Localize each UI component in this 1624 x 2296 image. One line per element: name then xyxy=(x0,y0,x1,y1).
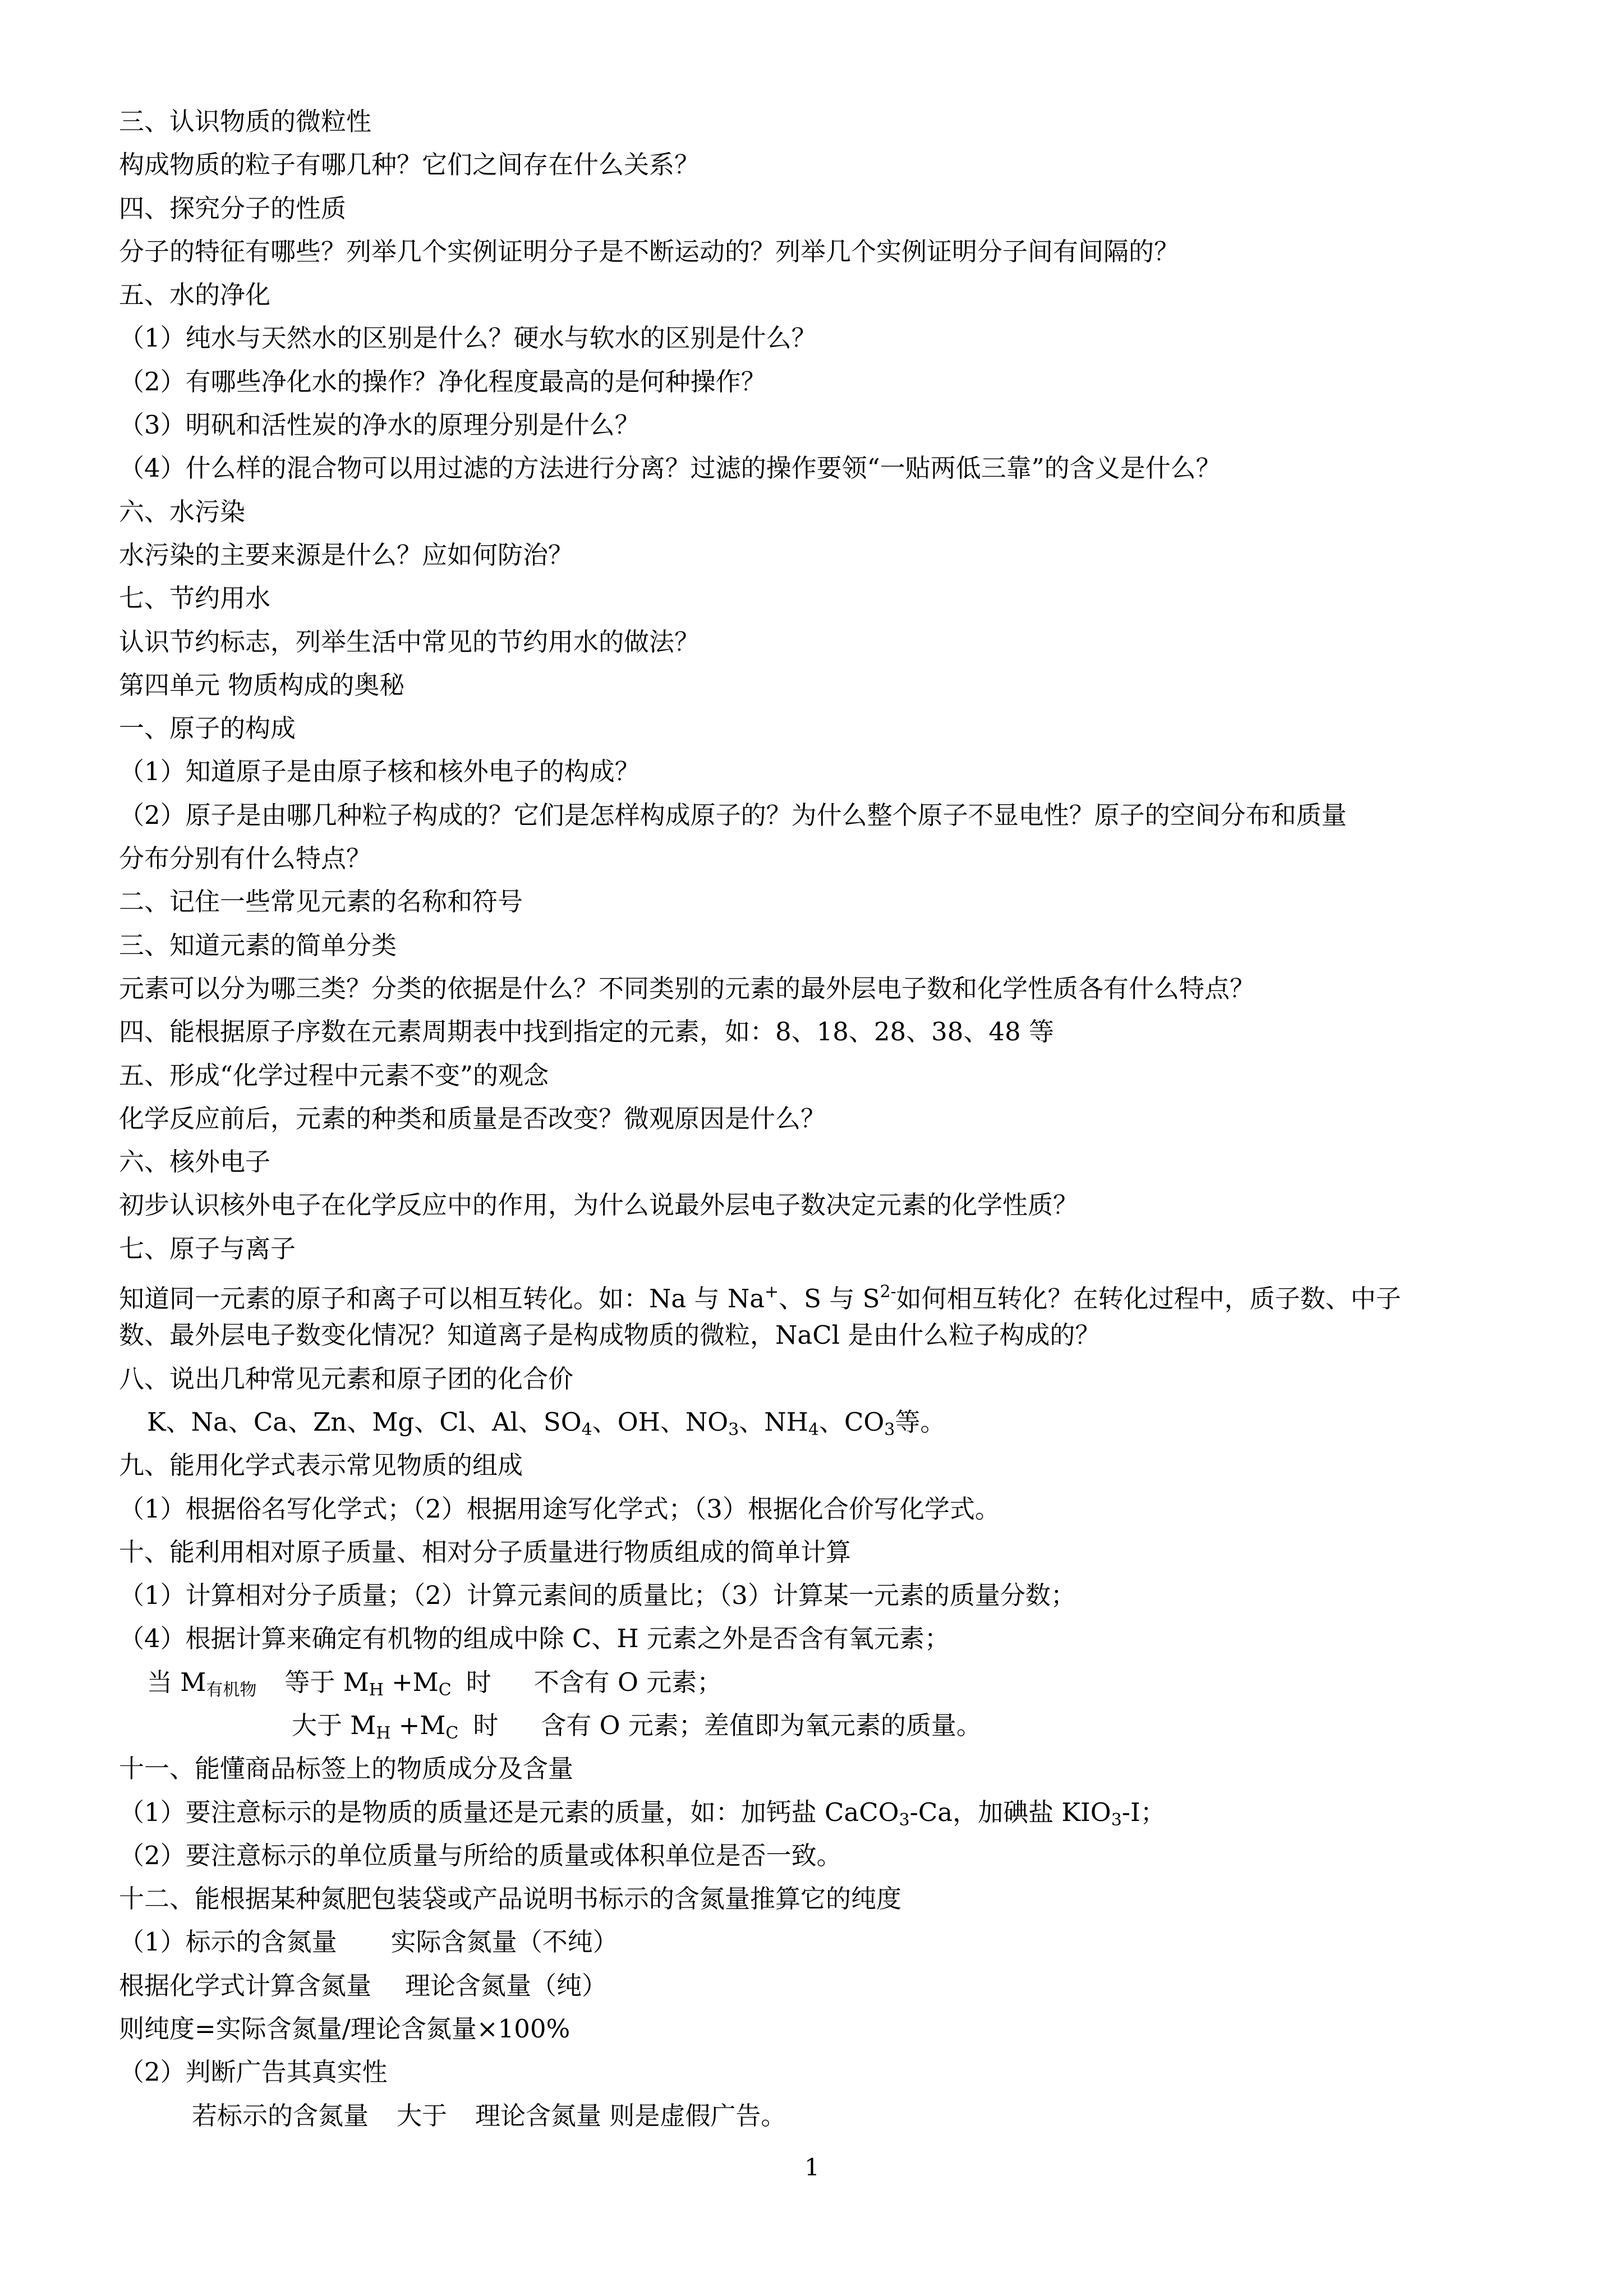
text-segment: 含有 O 元素；差值即为氧元素的质量。 xyxy=(541,1710,982,1740)
subscript: 3 xyxy=(728,1419,739,1440)
text-line: （2）有哪些净化水的操作？净化程度最高的是何种操作？ xyxy=(119,366,766,397)
subscript: 3 xyxy=(1111,1810,1122,1830)
text-segment: （1）标示的含氮量 xyxy=(119,1927,337,1957)
subscript: H xyxy=(376,1723,391,1743)
text-line: （4）什么样的混合物可以用过滤的方法进行分离？过滤的操作要领“一贴两低三靠”的含义是什么？ xyxy=(119,453,1221,483)
text-line: （1）根据俗名写化学式；（2）根据用途写化学式；（3）根据化合价写化学式。 xyxy=(119,1493,1000,1524)
subscript: 4 xyxy=(581,1419,592,1440)
subscript: C xyxy=(445,1723,459,1743)
text-segment: 、CO xyxy=(818,1407,885,1437)
text-line: 三、认识物质的微粒性 xyxy=(119,107,372,136)
text-line: 分布分别有什么特点？ xyxy=(119,843,372,874)
text-line: 三、知道元素的简单分类 xyxy=(119,930,397,960)
text-segment: -I； xyxy=(1121,1797,1166,1827)
text-segment: 理论含氮量（纯） xyxy=(405,1970,608,2000)
ad-line xyxy=(119,2094,1521,2137)
ad-heading: （2）判断广告其真实性 xyxy=(119,2057,388,2087)
nitrogen-line-1 xyxy=(119,1920,1521,1963)
text-line: （1）纯水与天然水的区别是什么？硬水与软水的区别是什么？ xyxy=(119,323,817,353)
subscript: 4 xyxy=(808,1419,819,1440)
text-segment: 等于 M xyxy=(284,1667,369,1697)
text-segment: 时 xyxy=(466,1667,491,1697)
subscript: H xyxy=(369,1680,384,1700)
text-line: （3）明矾和活性炭的净水的原理分别是什么？ xyxy=(119,410,640,440)
valence-line xyxy=(119,1400,1521,1444)
ion-conversion-line-2: 数、最外层电子数变化情况？知道离子是构成物质的微粒，NaCl 是由什么粒子构成的？ xyxy=(119,1320,1101,1350)
nitrogen-line-2 xyxy=(119,1964,1521,2007)
text-line: 第四单元 物质构成的奥秘 xyxy=(119,670,405,700)
text-segment: 理论含氮量 则是虚假广告。 xyxy=(475,2100,786,2131)
superscript: 2- xyxy=(880,1282,896,1302)
text-segment: 知道同一元素的原子和离子可以相互转化。如：Na 与 Na xyxy=(119,1284,765,1314)
text-line: 四、能根据原子序数在元素周期表中找到指定的元素，如：8、18、28、38、48 等 xyxy=(119,1017,1054,1047)
text-segment: 当 M xyxy=(147,1667,206,1697)
text-line: 水污染的主要来源是什么？应如何防治？ xyxy=(119,540,574,570)
document-body xyxy=(119,100,1521,2137)
text-line: 五、水的净化 xyxy=(119,280,271,310)
text-line: 构成物质的粒子有哪几种？它们之间存在什么关系？ xyxy=(119,150,700,180)
subscript: 3 xyxy=(884,1419,895,1440)
text-line: （2）要注意标示的单位质量与所给的质量或体积单位是否一致。 xyxy=(119,1840,842,1870)
subscript: 有机物 xyxy=(206,1680,257,1700)
text-segment: 若标示的含氮量 xyxy=(192,2100,369,2131)
text-block-1 xyxy=(119,100,1521,1270)
text-line: （1）知道原子是由原子核和核外电子的构成？ xyxy=(119,757,640,787)
text-segment: 、NH xyxy=(739,1407,808,1437)
text-segment: 实际含氮量（不纯） xyxy=(390,1927,618,1957)
text-segment: 、S 与 S xyxy=(779,1284,880,1314)
text-line: （2）原子是由哪几种粒子构成的？它们是怎样构成原子的？为什么整个原子不显电性？原子的空间分布和质量 xyxy=(119,800,1347,830)
subscript: C xyxy=(438,1680,452,1700)
text-segment: 如何相互转化？在转化过程中，质子数、中子 xyxy=(896,1284,1401,1314)
text-segment: -Ca，加碘盐 KIO xyxy=(909,1797,1111,1827)
text-block-3 xyxy=(119,1834,1521,1921)
subscript: 3 xyxy=(899,1810,910,1830)
text-segment: 根据化学式计算含氮量 xyxy=(119,1970,372,2000)
text-line: （4）根据计算来确定有机物的组成中除 C、H 元素之外是否含有氧元素； xyxy=(119,1624,950,1654)
text-segment: 大于 M xyxy=(292,1710,376,1740)
text-block-2 xyxy=(119,1444,1521,1660)
text-line: 四、探究分子的性质 xyxy=(119,193,347,223)
text-segment: +M xyxy=(391,1667,439,1697)
text-line: 九、能用化学式表示常见物质的组成 xyxy=(119,1450,523,1481)
text-line: 五、形成“化学过程中元素不变”的观念 xyxy=(119,1060,549,1090)
text-segment: +M xyxy=(398,1710,446,1740)
text-segment: 大于 xyxy=(397,2100,448,2131)
text-segment: K、Na、Ca、Zn、Mg、Cl、Al、SO xyxy=(147,1407,582,1437)
page-number: 1 xyxy=(804,2154,820,2181)
text-segment: 等。 xyxy=(895,1407,946,1437)
text-line: 一、原子的构成 xyxy=(119,713,296,744)
text-line: 六、水污染 xyxy=(119,496,246,527)
superscript: + xyxy=(765,1282,779,1302)
text-line: 元素可以分为哪三类？分类的依据是什么？不同类别的元素的最外层电子数和化学性质各有什么特点？ xyxy=(119,973,1255,1003)
text-segment: 时 xyxy=(473,1710,499,1740)
text-line: 化学反应前后，元素的种类和质量是否改变？微观原因是什么？ xyxy=(119,1103,826,1133)
text-line: （1）计算相对分子质量；（2）计算元素间的质量比；（3）计算某一元素的质量分数； xyxy=(119,1580,1076,1611)
organic-greater-line xyxy=(119,1704,1521,1747)
text-line: 七、节约用水 xyxy=(119,583,271,614)
valence-heading: 八、说出几种常见元素和原子团的化合价 xyxy=(119,1363,574,1394)
organic-equal-line xyxy=(119,1661,1521,1704)
text-line: 二、记住一些常见元素的名称和符号 xyxy=(119,887,523,917)
text-line: 七、原子与离子 xyxy=(119,1233,296,1264)
text-line: 六、核外电子 xyxy=(119,1147,271,1177)
label-heading: 十一、能懂商品标签上的物质成分及含量 xyxy=(119,1754,574,1784)
text-line: 认识节约标志，列举生活中常见的节约用水的做法？ xyxy=(119,626,700,657)
text-segment: （1）要注意标示的是物质的质量还是元素的质量，如：加钙盐 CaCO xyxy=(119,1797,899,1827)
text-segment: 、OH、NO xyxy=(592,1407,729,1437)
text-line: 初步认识核外电子在化学反应中的作用，为什么说最外层电子数决定元素的化学性质？ xyxy=(119,1190,1079,1220)
ion-conversion-line xyxy=(119,1270,1521,1313)
label-line-1 xyxy=(119,1791,1521,1834)
purity-line: 则纯度=实际含氮量/理论含氮量×100% xyxy=(119,2014,571,2044)
text-line: 分子的特征有哪些？列举几个实例证明分子是不断运动的？列举几个实例证明分子间有间隔的？ xyxy=(119,236,1180,266)
text-line: 十二、能根据某种氮肥包装袋或产品说明书标示的含氮量推算它的纯度 xyxy=(119,1884,902,1914)
text-segment: 不含有 O 元素； xyxy=(533,1667,723,1697)
text-line: 十、能利用相对原子质量、相对分子质量进行物质组成的简单计算 xyxy=(119,1537,852,1567)
